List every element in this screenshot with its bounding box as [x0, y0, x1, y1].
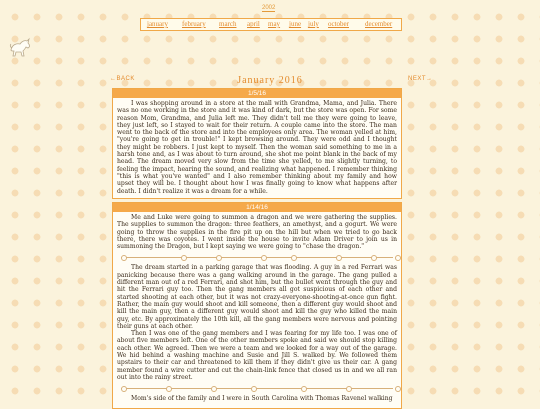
- back-label: BACK: [116, 76, 135, 82]
- month-link-december[interactable]: december: [365, 20, 393, 28]
- dream-divider: [121, 254, 393, 260]
- post-entry: [112, 88, 402, 199]
- next-label: NEXT: [408, 76, 427, 82]
- post-paragraph: Mom's side of the family and I were in South Carolina with Thomas Ravenel walking: [131, 395, 393, 403]
- post-date: 1/14/16: [113, 203, 401, 212]
- next-link[interactable]: NEXT→: [408, 76, 433, 82]
- month-link-july[interactable]: july: [308, 20, 319, 28]
- post-entry: [112, 202, 402, 409]
- month-link-march[interactable]: march: [219, 20, 237, 28]
- post-date: 1/5/16: [113, 89, 401, 98]
- top-number[interactable]: 2002: [262, 5, 276, 11]
- post-paragraph: I was shopping around in a store at the mall with Grandma, Mama, and Julia. There was no one working in the store and it was kind of dark, but the store was open. For some reason Mom, Grandma, and Julia left me. They didn't tell me they were going to leave, they just left, so I stayed to wait for their return. A couple came into the store. The man went to the back of the store and into the employees only area. The woman yelled at him, "you're going to get in trouble!" I kept browsing around. They were odd and I thought they might be robbers. I just kept to myself. Then the woman said something to me in a harsh tone and, as I was about to turn around, she shot me point blank in the back of my head. The dream moved very slow from the time she yelled, to me slightly turning, to feeling the impact, hearing the sound, and realizing what happened. I remember thinking "this is what you've wanted" and I also remember thinking about my family and how upset they will be. I thought about how I was finally going to know what happens after death. I didn't realize it was a dream for a while.: [117, 100, 397, 195]
- month-nav-bar: [140, 18, 402, 31]
- post-paragraph: Me and Luke were going to summon a dragon and we were gathering the supplies. The supplies to summon the dragon: three feathers, an amethyst, and a gogurt. We were going to throw the supplies in the fire pit up on the hill but when we tried to go back there, there was coyotes. I went inside the house to invite Adam Driver to join us in summoning the Dragon, but I kept saying we were going to "chase the dragon.": [117, 214, 397, 251]
- dream-divider: [121, 385, 393, 391]
- page-title: January 2016: [237, 75, 303, 86]
- horse-logo-icon[interactable]: [8, 36, 32, 58]
- month-link-october[interactable]: october: [328, 20, 349, 28]
- month-link-may[interactable]: may: [268, 20, 281, 28]
- post-body: [113, 98, 401, 198]
- month-link-february[interactable]: february: [182, 20, 206, 28]
- post-paragraph: Then I was one of the gang members and I was fearing for my life too. I was one of about five members left. One of the other members spoke and said we should stop killing each other. We agreed. Then we were a team and we looked for a way out of the garage. We hid behind a washing machine and Susie and Jill S. walked by. We followed them upstairs to their car and threatened to kill them if they didn't give us their car. A gang member found a wire cutter and cut the chain-link fence that closed us in and we all ran out into the rainy street.: [117, 330, 397, 381]
- back-link[interactable]: ←BACK: [110, 76, 135, 82]
- post-paragraph: The dream started in a parking garage that was flooding. A guy in a red Ferrari was panicking because there was a gang walking around in the garage. The gang pulled a different man out of a red Ferrari, and shot him, but the bullet went through the guy and hit the Ferrari guy too. Then the gang members all got suspicious of each other and started shooting at each other, but it was not crazy-everyone-shooting-at-once gun fight. Rather, the main guy would shoot and kill someone, then a different guy would shoot and kill the main guy, then a different guy would shoot and kill the guy who killed the main guy, etc. By approximately the 10th kill, all the gang members were nervous and pointing their guns at each other.: [117, 264, 397, 330]
- post-body: [113, 212, 401, 406]
- month-link-january[interactable]: january: [147, 20, 168, 28]
- month-link-june[interactable]: june: [289, 20, 302, 28]
- month-link-april[interactable]: april: [247, 20, 260, 28]
